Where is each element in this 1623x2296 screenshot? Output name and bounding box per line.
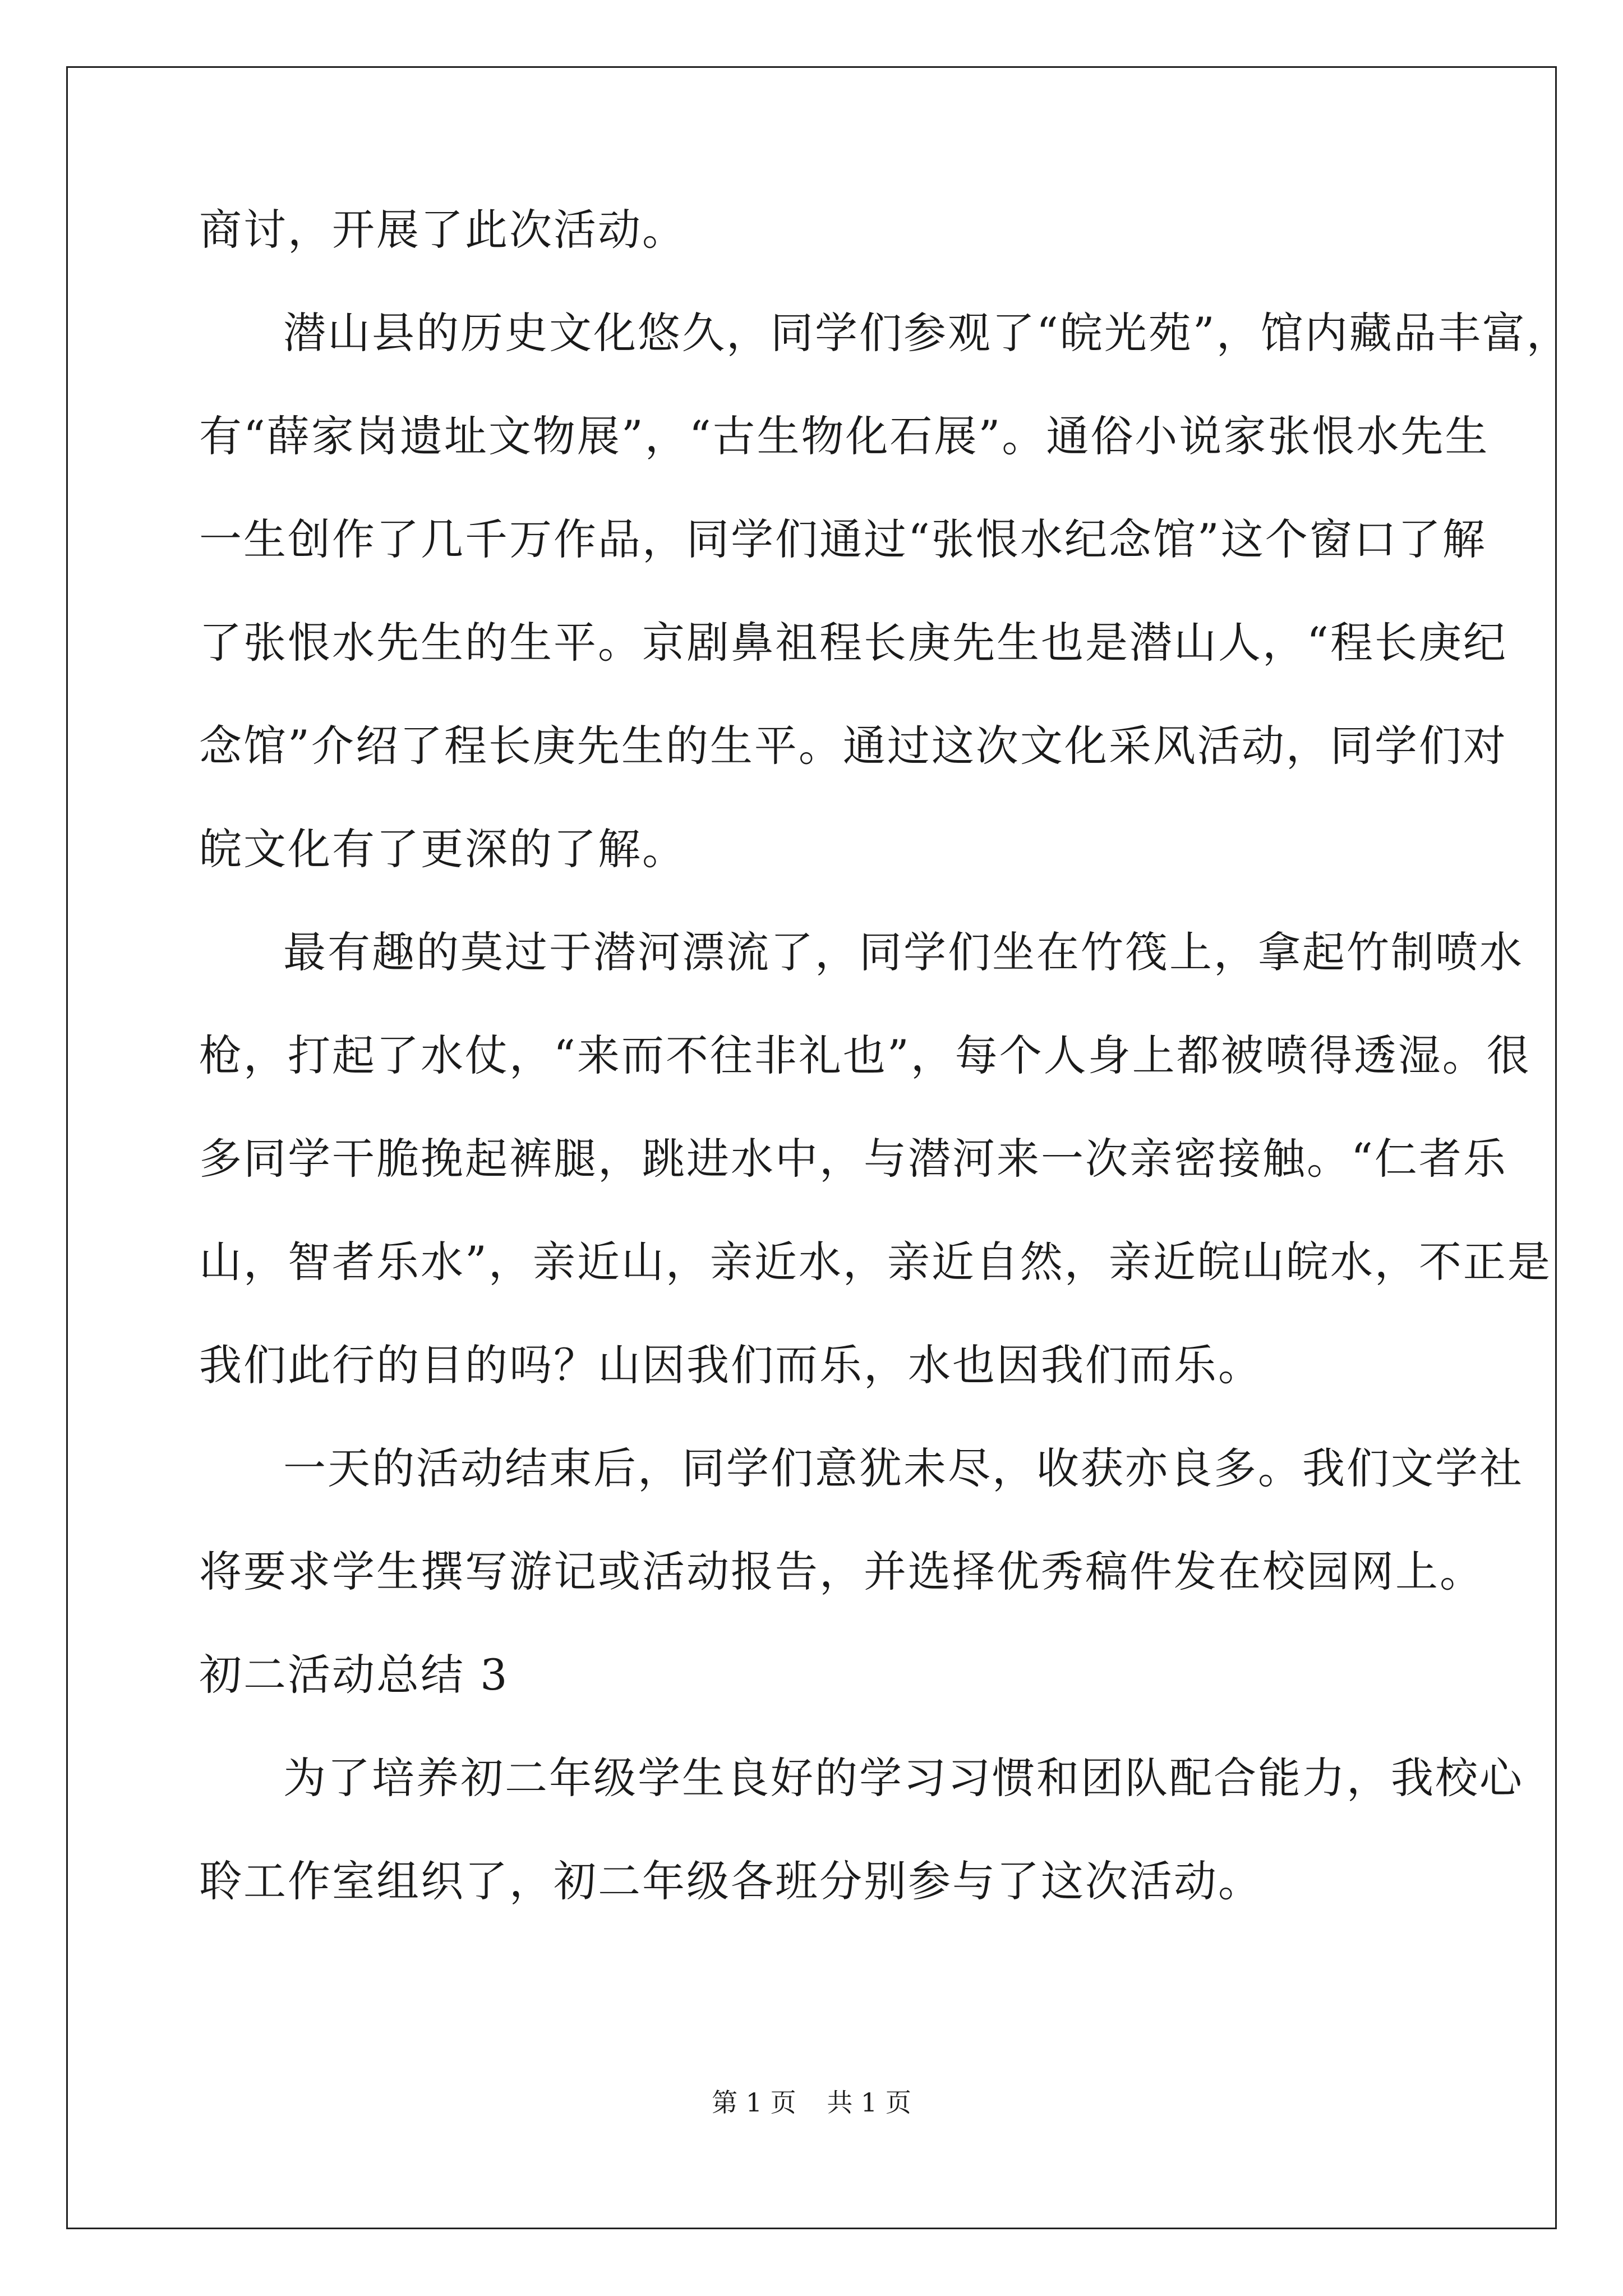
body-line-13: 一天的活动结束后，同学们意犹未尽，收获亦良多。我们文学社 bbox=[283, 1443, 1524, 1493]
page-number: 第 1 页 bbox=[712, 2087, 796, 2118]
body-line-10: 多同学干脆挽起裤腿，跳进水中，与潜河来一次亲密接触。“仁者乐 bbox=[199, 1134, 1507, 1184]
body-line-14: 将要求学生撰写游记或活动报告，并选择优秀稿件发在校园网上。 bbox=[199, 1547, 1484, 1596]
body-line-2: 潜山县的历史文化悠久，同学们参观了“皖光苑”，馆内藏品丰富， bbox=[283, 308, 1571, 358]
body-line-11: 山，智者乐水”，亲近山，亲近水，亲近自然，亲近皖山皖水，不正是 bbox=[199, 1237, 1552, 1287]
body-line-3: 有“薛家岗遗址文物展”，“古生物化石展”。通俗小说家张恨水先生 bbox=[199, 411, 1490, 461]
section-heading: 初二活动总结 3 bbox=[199, 1650, 509, 1700]
body-line-12: 我们此行的目的吗？山因我们而乐，水也因我们而乐。 bbox=[199, 1340, 1262, 1390]
page-footer bbox=[0, 2087, 1623, 2118]
body-line-16: 聆工作室组织了，初二年级各班分别参与了这次活动。 bbox=[199, 1856, 1262, 1906]
body-line-9: 枪，打起了水仗，“来而不往非礼也”，每个人身上都被喷得透湿。很 bbox=[199, 1030, 1531, 1080]
body-line-4: 一生创作了几千万作品，同学们通过“张恨水纪念馆”这个窗口了解 bbox=[199, 514, 1487, 564]
body-line-6: 念馆”介绍了程长庚先生的生平。通过这次文化采风活动，同学们对 bbox=[199, 721, 1507, 771]
body-line-7: 皖文化有了更深的了解。 bbox=[199, 824, 686, 874]
body-line-1: 商讨，开展了此次活动。 bbox=[199, 205, 686, 255]
page-total: 共 1 页 bbox=[827, 2087, 911, 2118]
body-line-15: 为了培养初二年级学生良好的学习习惯和团队配合能力，我校心 bbox=[283, 1753, 1524, 1803]
body-line-5: 了张恨水先生的生平。京剧鼻祖程长庚先生也是潜山人，“程长庚纪 bbox=[199, 618, 1507, 668]
body-line-8: 最有趣的莫过于潜河漂流了，同学们坐在竹筏上，拿起竹制喷水 bbox=[283, 927, 1524, 977]
